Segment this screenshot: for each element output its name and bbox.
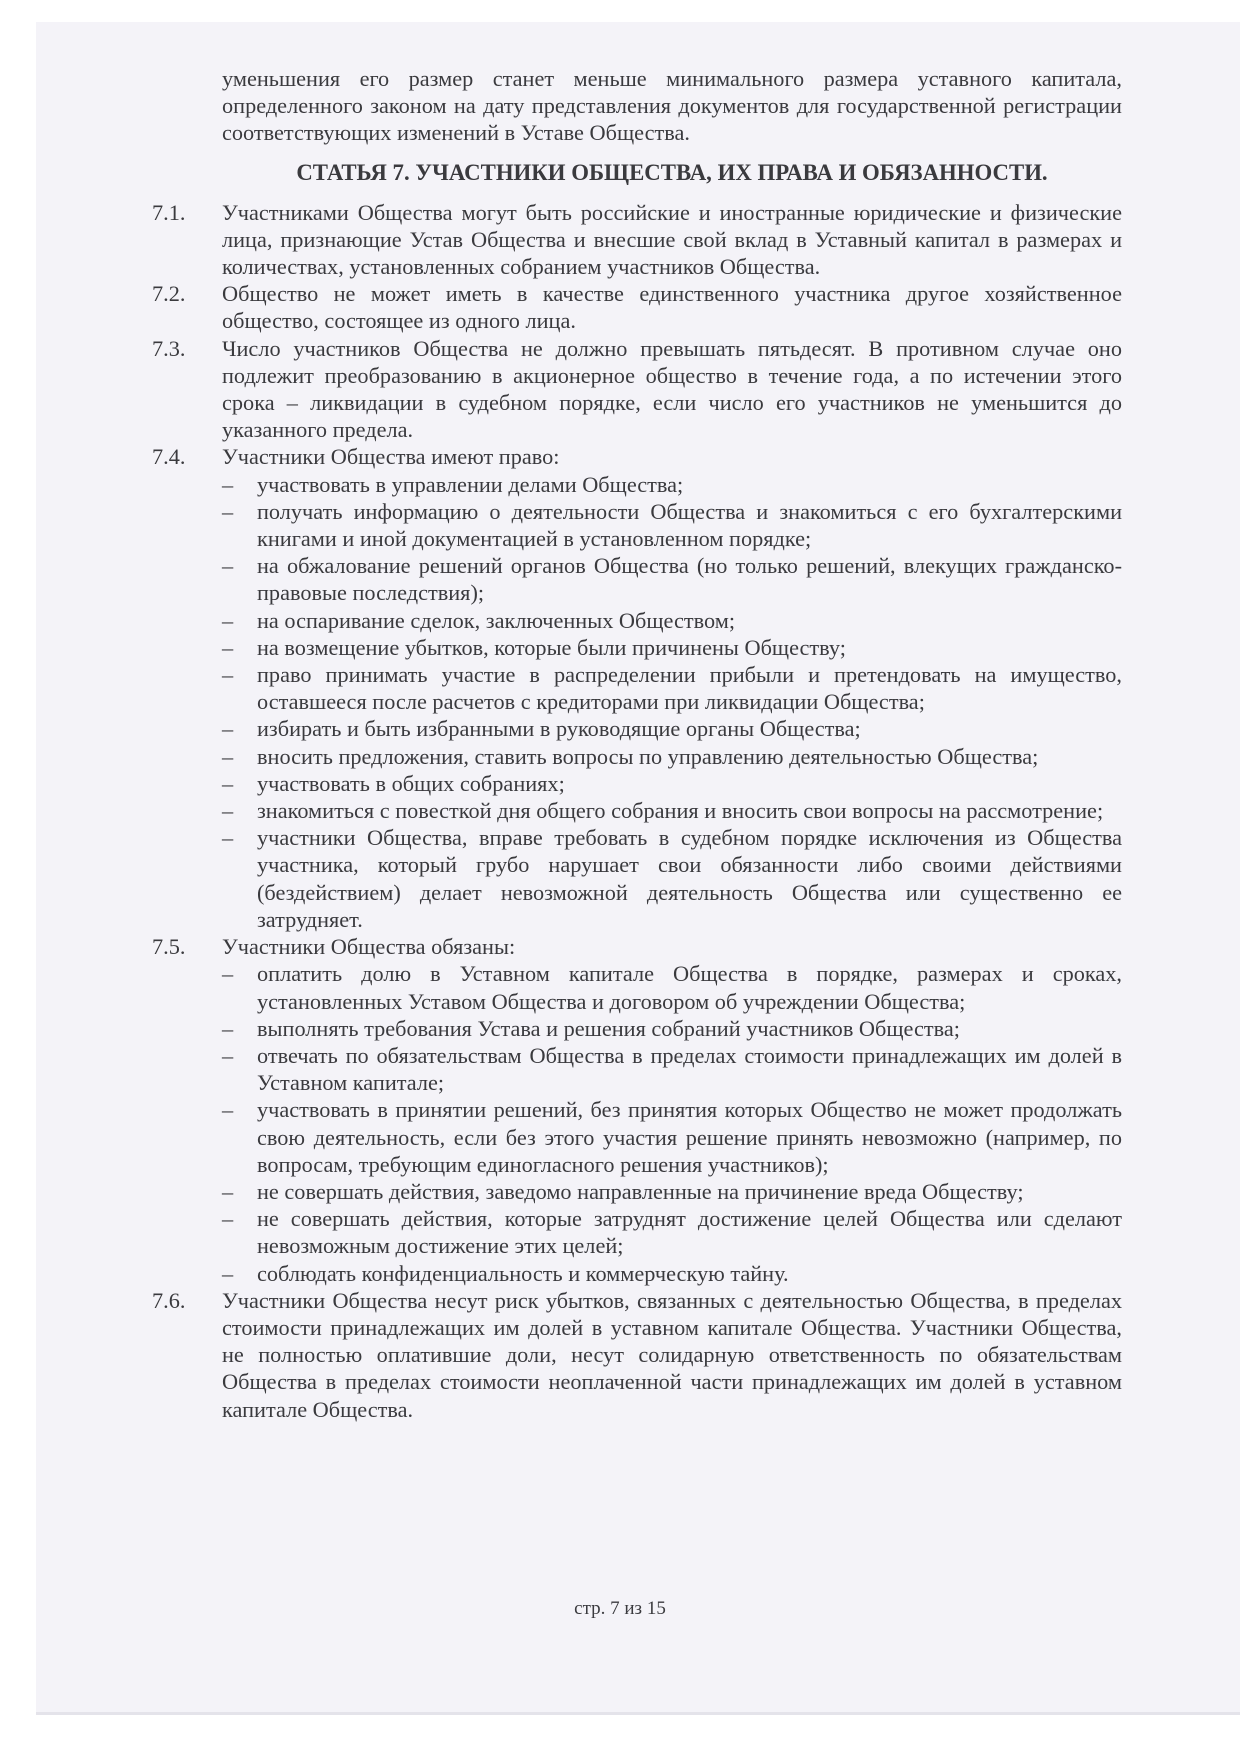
dash-marker: – <box>222 1178 234 1204</box>
item-number: 7.6. <box>152 1287 186 1313</box>
list-item: – оплатить долю в Уставном капитале Общества в порядке, размерах и сроках, установленных Уставом Общества и договором об учреждении Общества; <box>222 961 1122 1014</box>
list-item: – участвовать в принятии решений, без принятия которых Общество не может продолжать свою деятельность, если без этого участия решение принять невозможно (например, по вопросам, требующим единогласного решения участников); <box>222 1097 1122 1177</box>
item-text: Число участников Общества не должно превышать пятьдесят. В противном случае оно подлежит преобразованию в акционерное общество в течение года, а по истечении этого срока – ликвидации в судебном порядке, если число его участников не уменьшится до указанного предела. <box>222 335 1122 443</box>
list-item: – право принимать участие в распределении прибыли и претендовать на имущество, оставшееся после расчетов с кредиторами при ликвидации Общества; <box>222 662 1122 715</box>
list-item: – на оспаривание сделок, заключенных Обществом; <box>222 607 736 633</box>
item-text: Участниками Общества могут быть российские и иностранные юридические и физические лица, признающие Устав Общества и внесшие свой вклад в Уставный капитал в размерах и количествах, установленных собранием участников Общества. <box>222 199 1122 280</box>
item-text: Участники Общества обязаны: <box>222 934 516 960</box>
page-number: стр. 7 из 15 <box>574 1598 666 1619</box>
item-7-2 <box>152 280 1122 334</box>
dash-marker: – <box>222 743 234 769</box>
dash-marker: – <box>222 825 234 851</box>
item-text: Участники Общества несут риск убытков, связанных с деятельностью Общества, в пределах стоимости принадлежащих им долей в уставном капитале Общества. Участники Общества, не полностью оплатившие доли, несут солидарную ответственность по обязательствам Общества в пределах стоимости неоплаченной части принадлежащих им долей в уставном капитале Общества. <box>222 1287 1122 1422</box>
dash-marker: – <box>222 1097 234 1123</box>
page-content <box>152 65 1122 1423</box>
list-item: – на обжалование решений органов Общества (но только решений, влекущих гражданско-правовые последствия); <box>222 553 1122 606</box>
list-item: – вносить предложения, ставить вопросы по управлению деятельностью Общества; <box>222 743 1039 769</box>
dash-marker: – <box>222 1260 234 1286</box>
dash-marker: – <box>222 1015 234 1041</box>
dash-marker: – <box>222 471 234 497</box>
page-edge <box>36 1712 1240 1715</box>
items-list <box>152 199 1122 1423</box>
item-7-1 <box>152 199 1122 281</box>
list-item: – не совершать действия, которые затруднят достижение целей Общества или сделают невозможным достижение этих целей; <box>222 1206 1122 1259</box>
dash-marker: – <box>222 662 234 688</box>
item-text: Участники Общества имеют право: <box>222 444 560 470</box>
item-7-6 <box>152 1287 1122 1423</box>
item-number: 7.4. <box>152 444 186 470</box>
item-number: 7.3. <box>152 335 186 361</box>
list-item: – получать информацию о деятельности Общества и знакомиться с его бухгалтерскими книгами и иной документацией в установленном порядке; <box>222 498 1122 552</box>
list-item: – выполнять требования Устава и решения собраний участников Общества; <box>222 1015 960 1041</box>
list-item: – отвечать по обязательствам Общества в пределах стоимости принадлежащих им долей в Уставном капитале; <box>222 1042 1122 1096</box>
dash-marker: – <box>222 716 234 742</box>
dash-marker: – <box>222 770 234 796</box>
item-number: 7.5. <box>152 934 186 960</box>
item-7-3 <box>152 335 1122 444</box>
dash-marker: – <box>222 1206 234 1232</box>
list-item: – знакомиться с повесткой дня общего собрания и вносить свои вопросы на рассмотрение; <box>222 798 1104 824</box>
item-number: 7.2. <box>152 281 186 307</box>
list-item: – на возмещение убытков, которые были причинены Обществу; <box>222 634 846 660</box>
list-item: – не совершать действия, заведомо направленные на причинение вреда Обществу; <box>222 1178 1024 1204</box>
dash-marker: – <box>222 961 234 987</box>
item-number: 7.1. <box>152 199 186 225</box>
item-7-5 <box>152 933 1122 960</box>
list-item: – соблюдать конфиденциальность и коммерческую тайну. <box>222 1260 789 1286</box>
item-7-4 <box>152 443 1122 470</box>
list-item: – участвовать в управлении делами Общества; <box>222 471 684 497</box>
rights-list <box>222 471 1122 933</box>
dash-marker: – <box>222 553 234 579</box>
dash-marker: – <box>222 1042 234 1068</box>
list-item: – избирать и быть избранными в руководящие органы Общества; <box>222 716 861 742</box>
obligations-list <box>222 960 1122 1286</box>
list-item: – участвовать в общих собраниях; <box>222 770 565 796</box>
article-heading: СТАТЬЯ 7. УЧАСТНИКИ ОБЩЕСТВА, ИХ ПРАВА И ОБЯЗАННОСТИ. <box>296 159 1048 185</box>
dash-marker: – <box>222 607 234 633</box>
list-item: – участники Общества, вправе требовать в судебном порядке исключения из Общества участника, который грубо нарушает свои обязанности либо своими действиями (бездействием) делает невозможной деятельность Общества или существенно ее затрудняет. <box>222 825 1122 932</box>
intro-paragraph: уменьшения его размер станет меньше минимального размера уставного капитала, определенного законом на дату представления документов для государственной регистрации соответствующих изменений в Уставе Общества. <box>222 66 1122 146</box>
item-text: Общество не может иметь в качестве единственного участника другое хозяйственное общество, состоящее из одного лица. <box>222 281 1122 334</box>
dash-marker: – <box>222 634 234 660</box>
dash-marker: – <box>222 498 234 524</box>
dash-marker: – <box>222 798 234 824</box>
